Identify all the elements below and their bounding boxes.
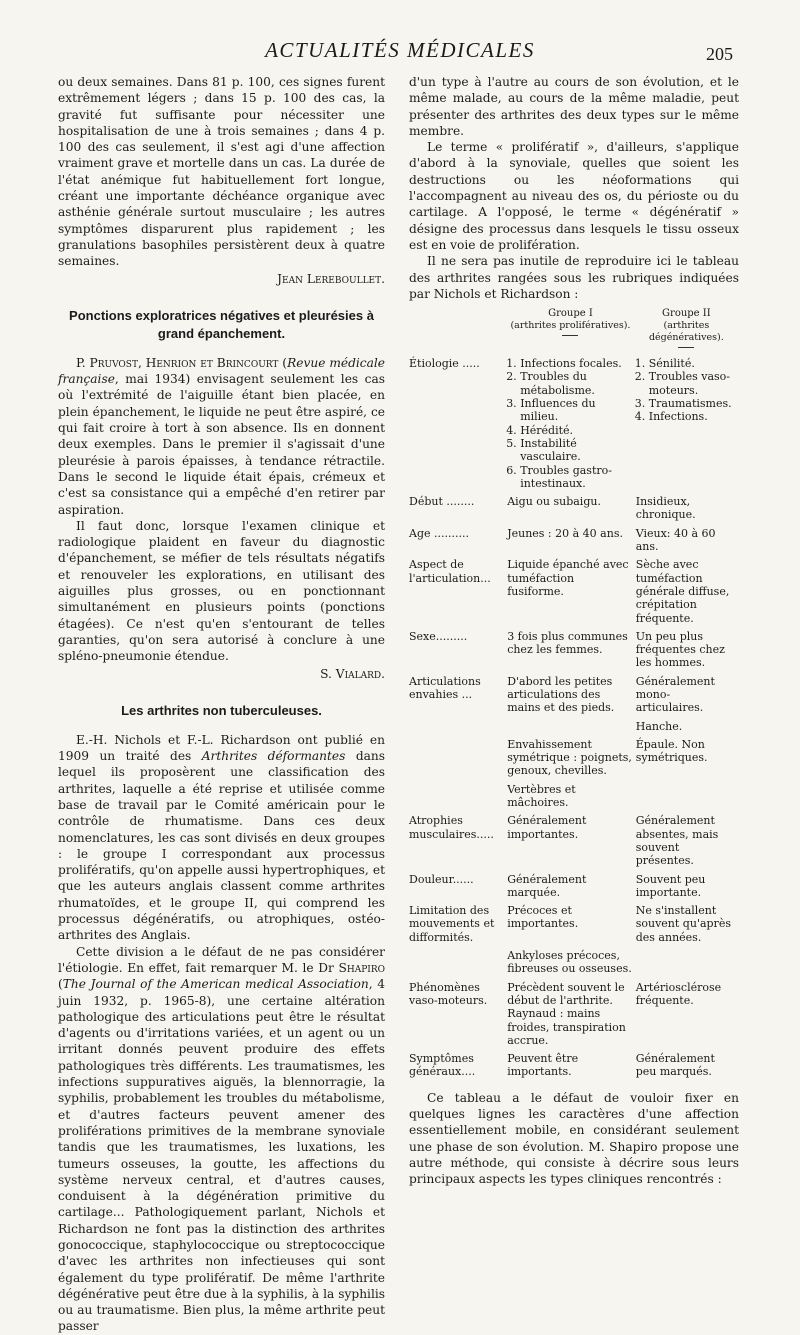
table-header-row [409, 308, 739, 357]
table-row [409, 495, 739, 527]
table-row [409, 738, 739, 783]
table-row [409, 675, 739, 720]
group1-cell: Précoces et importantes. [507, 904, 579, 931]
arthrites-p1-b: dans lequel ils proposèrent une classification des arthrites, laquelle a été reprise et utilisée comme base de travail par le Comité américain pour le contrôle de rhumatisme. Dans ces deux nomenclatures, les cas sont divisés en deux groupes : le groupe I correspondant aux processus prolifératifs, qu'on appelle aussi hypertrophiques, et que les auteurs anglais classent comme arthrites rhumatoïdes, et le groupe II, qui comprend les processus dégénératifs, ou atrophiques, ostéo-arthrites des Anglais. [58, 749, 386, 943]
right-column [409, 74, 739, 1187]
list-item: 4. Hérédité. [520, 424, 634, 437]
intro-paragraph: ou deux semaines. Dans 81 p. 100, ces signes furent extrêmement légers ; dans 15 p. 100 des cas, la gravité fut suffisante pour nécessiter une hospitalisation de une à trois semaines ; dans 4 p. 100 des cas seulement, il s'est agi d'une affection vraiment grave et mortelle dans un cas. La durée de l'état anémique fut habituellement fort longue, créant une importante déchéance organique avec asthénie générale surtout musculaire ; les autres symptômes disparurent plus rapidement ; les granulations basophiles persistèrent deux à quatre semaines. [58, 75, 385, 269]
table-row [409, 630, 739, 675]
jama-title: The Journal of the American medical Association [62, 977, 369, 992]
group1-cell [507, 357, 636, 495]
group2-cell: Généralement absentes, mais souvent présentes. [635, 814, 719, 868]
table-row [409, 949, 739, 981]
arthritis-table [409, 308, 739, 1084]
group2-cell: Ne s'installent souvent qu'après des années. [635, 904, 731, 944]
list-item: 1. Infections focales. [520, 357, 634, 370]
group2-title: Groupe II [662, 308, 711, 320]
list-item: 1. Sénilité. [649, 357, 737, 370]
group1-cell: Généralement marquée. [507, 872, 587, 899]
table-body [409, 357, 739, 1084]
group1-cell: Envahissement symétrique : poignets, genoux, chevilles. [507, 737, 632, 778]
arthrites-paragraph-1 [58, 732, 385, 944]
row-label: Atrophies musculaires..... [409, 814, 494, 841]
arthrites-book-title: Arthrites déformantes [201, 749, 346, 764]
arthrites-p1-a: E.-H. Nichols et F.-L. Richardson ont publié en 1909 un traité des [58, 732, 385, 764]
row-label: Limitation des mouvements et difformités. [409, 904, 495, 944]
table-row [409, 527, 739, 559]
intro-signature: Jean Lereboullet. [277, 271, 385, 286]
table-row [409, 783, 739, 815]
group1-cell: Peuvent être importants. [507, 1052, 579, 1079]
ponctions-paragraph-2: Il faut donc, lorsque l'examen clinique et radiologique plaident en faveur du diagnostic d'épanchement, se méfier de tels résultats négatifs et renouveler les explorations, en utilisant des aiguilles plus grosses, ou en ponctionnant simultanément en plusieurs points (ponctions étagées). Ce n'est qu'en s'entourant de telles garanties, qu'on sera autorisé à conclure à une spléno-pneumonie étendue. [58, 518, 385, 664]
group2-cell: Vieux: 40 à 60 ans. [635, 526, 716, 554]
list-item: 3. Traumatismes. [649, 397, 737, 410]
table-row [409, 873, 739, 905]
group1-cell [507, 720, 636, 738]
section-title-ponctions: Ponctions exploratrices négatives et pleurésies à grand épanchement. [69, 307, 374, 341]
right-paragraph-3: Il ne sera pas inutile de reproduire ici le tableau des arthrites rangées sous les rubriques indiquées par Nichols et Richardson : [409, 254, 739, 301]
ponctions-p1-text: , mai 1934) envisagent seulement les cas où l'extrémité de l'aiguille étant bien placée, en plein épanchement, le liquide ne peut être aspiré, ce qui fait croire à tort à son absence. Ils en donnent deux exemples. Dans le premier il s'agissait d'une pleurésie à parois épaisses, à tendance rétractile. Dans le second le liquide était épais, crémeux et c'est sa consistance qui a empêché d'en retirer par aspiration. [58, 372, 385, 517]
group2-cell: Généralement mono-articulaires. [635, 674, 715, 715]
page-number: 205 [706, 44, 733, 64]
group1-cell: Aigu ou subaigu. [507, 495, 601, 509]
group1-subtitle: (arthrites prolifératives). [510, 320, 631, 332]
row-label: Douleur...... [409, 872, 474, 886]
group1-cell: Liquide épanché avec tuméfaction fusiforme. [507, 558, 629, 598]
row-label [409, 783, 507, 815]
row-label: Aspect de l'articulation... [409, 558, 491, 585]
group2-cell: Un peu plus fréquentes chez les hommes. [635, 629, 725, 670]
running-header: ACTUALITÉS MÉDICALES [265, 38, 535, 62]
table-row [409, 981, 739, 1052]
table-row [409, 904, 739, 949]
group1-cell: Précèdent souvent le début de l'arthrite. Raynaud : mains froides, transpiration accrue. [507, 980, 626, 1047]
row-label: Symptômes généraux.... [409, 1052, 476, 1079]
row-label: Étiologie ..... [409, 357, 480, 371]
right-paragraph-4: Ce tableau a le défaut de vouloir fixer en quelques lignes les caractères d'une affection essentiellement mobile, en considérant seulement une phase de son évolution. M. Shapiro propose une autre méthode, qui consiste à décrire sous leurs principaux aspects les types cliniques rencontrés : [409, 1090, 739, 1187]
list-item: 4. Infections. [649, 410, 737, 423]
row-label: Début ........ [409, 495, 475, 509]
group1-cell: Jeunes : 20 à 40 ans. [507, 526, 623, 540]
list-item: 3. Influences du milieu. [520, 397, 634, 424]
arthrites-p2-a: Cette division a le défaut de ne pas considérer l'étiologie. En effet, fait remarquer M. le Dr [58, 944, 385, 975]
shapiro-name: Shapiro [338, 960, 385, 975]
group2-cell: Souvent peu importante. [635, 872, 706, 899]
row-label [409, 949, 507, 981]
table-row [409, 558, 739, 629]
right-paragraph-1: d'un type à l'autre au cours de son évolution, et le même malade, au cours de la même maladie, peut présenter des arthrites des deux types sur le même membre. [409, 75, 739, 138]
group2-cell: Épaule. Non symétriques. [635, 737, 708, 765]
group1-cell: Ankyloses précoces, fibreuses ou osseuses. [507, 949, 632, 976]
row-label [409, 720, 507, 738]
row-label: Age .......... [409, 526, 469, 540]
group1-cell: D'abord les petites articulations des mains et des pieds. [507, 674, 615, 715]
row-label [409, 738, 507, 783]
list-item: 2. Troubles du métabolisme. [520, 370, 634, 397]
row-label: Articulations envahies ... [409, 674, 481, 701]
group1-header [507, 308, 636, 357]
group2-cell: Insidieux, chronique. [635, 495, 696, 522]
group1-cell: 3 fois plus communes chez les femmes. [507, 629, 628, 657]
arthrites-p2-b: , 4 juin 1932, p. 1965-8), une certaine altération pathologique des articulations peut être le résultat d'agents ou d'irritations variées, et un agent ou un irritant donnés peuvent produire des effets pathologiques très différents. Les traumatismes, les infections suppuratives aiguës, la blennorragie, la syphilis, probablement les troubles du métabolisme, et d'autres facteurs peuvent amener des proliférations primitives de la membrane synoviale tandis que les traumatismes, les luxations, les tumeurs osseuses, la goutte, les affections du système nerveux central, et d'autres causes, conduisent à la dégénération primitive du cartilage... Pathologiquement parlant, Nichols et Richardson ne font pas la distinction des arthrites gonococcique, staphylococcique ou streptococcique d'avec les arthrites non infectieuses qui sont également du type prolifératif. De même l'arthrite dégénérative peut être due à la syphilis, à la syphilis ou au traumatisme. Bien plus, la même arthrite peut passer [58, 977, 385, 1334]
group1-cell: Généralement importantes. [507, 814, 587, 841]
ponctions-paragraph-1: P. Pruvost, Henrion et Brincourt (Revue médicale française, mai 1934) envisagent seulement les cas où l'extrémité de l'aiguille étant bien placée, en plein épanchement, le liquide ne peut être aspiré, ce qui fait croire à tort à son absence. Ils en donnent deux exemples. Dans le premier il s'agissait d'une pleurésie à parois épaisses, à tendance rétractile. Dans le second le liquide était épais, crémeux et c'est sa consistance qui a empêché d'en retirer par aspiration. [58, 355, 385, 517]
table-row [409, 720, 739, 738]
group1-cell: Vertèbres et mâchoires. [507, 782, 576, 810]
group2-cell: Généralement peu marqués. [635, 1052, 715, 1079]
group2-cell [636, 949, 739, 981]
ponctions-authors: P. Pruvost, Henrion et Brincourt [76, 355, 279, 370]
row-label: Phénomènes vaso-moteurs. [409, 980, 488, 1007]
group2-cell: Artériosclérose fréquente. [635, 980, 722, 1007]
right-paragraph-2: Le terme « prolifératif », d'ailleurs, s'applique d'abord à la synoviale, quelles que soient les destructions ou les néoformations qui l'accompagnent au niveau des os, du périoste ou du cartilage. A l'opposé, le terme « dégénératif » désigne des processus dans lesquels le tissu osseux est en voie de prolifération. [409, 140, 739, 252]
group2-cell [636, 357, 739, 495]
group2-subtitle: (arthrites dégénératives). [648, 320, 724, 344]
table-row [409, 1052, 739, 1084]
row-label: Sexe......... [409, 629, 468, 643]
group2-cell: Sèche avec tuméfaction générale diffuse, crépitation fréquente. [635, 558, 730, 625]
group1-title: Groupe I [548, 308, 593, 320]
table-row [409, 814, 739, 872]
table-row [409, 357, 739, 495]
ponctions-journal: Revue médicale française [58, 355, 385, 387]
arthrites-paragraph-2: Cette division a le défaut de ne pas considérer l'étiologie. En effet, fait remarquer M. le Dr Shapiro (The Journal of the American medical Association, 4 juin 1932, p. 1965-8), une certaine altération pathologique des articulations peut être le résultat d'agents ou d'irritations variées, et un agent ou un irritant donnés peuvent produire des effets pathologiques très différents. Les traumatismes, les infections suppuratives aiguës, la blennorragie, la syphilis, probablement les troubles du métabolisme, et d'autres facteurs peuvent amener des proliférations primitives de la membrane synoviale tandis que les traumatismes, les luxations, les tumeurs osseuses, la goutte, les affections du système nerveux central, et d'autres causes, conduisent à la dégénération primitive du cartilage... Pathologiquement parlant, Nichols et Richardson ne font pas la distinction des arthrites gonococcique, staphylococcique ou streptococcique d'avec les arthrites non infectieuses qui sont également du type prolifératif. De même l'arthrite dégénérative peut être due à la syphilis, à la syphilis ou au traumatisme. Bien plus, la même arthrite peut passer [58, 944, 385, 1334]
group2-cell [636, 783, 739, 815]
ponctions-signature: S. Vialard. [320, 666, 385, 681]
section-title-arthrites: Les arthrites non tuberculeuses. [121, 702, 322, 718]
list-item: 2. Troubles vaso-moteurs. [649, 370, 737, 397]
group2-cell: Hanche. [635, 719, 683, 733]
list-item: 5. Instabilité vasculaire. [520, 437, 634, 464]
group2-header [636, 308, 739, 357]
list-item: 6. Troubles gastro-intestinaux. [520, 464, 634, 491]
